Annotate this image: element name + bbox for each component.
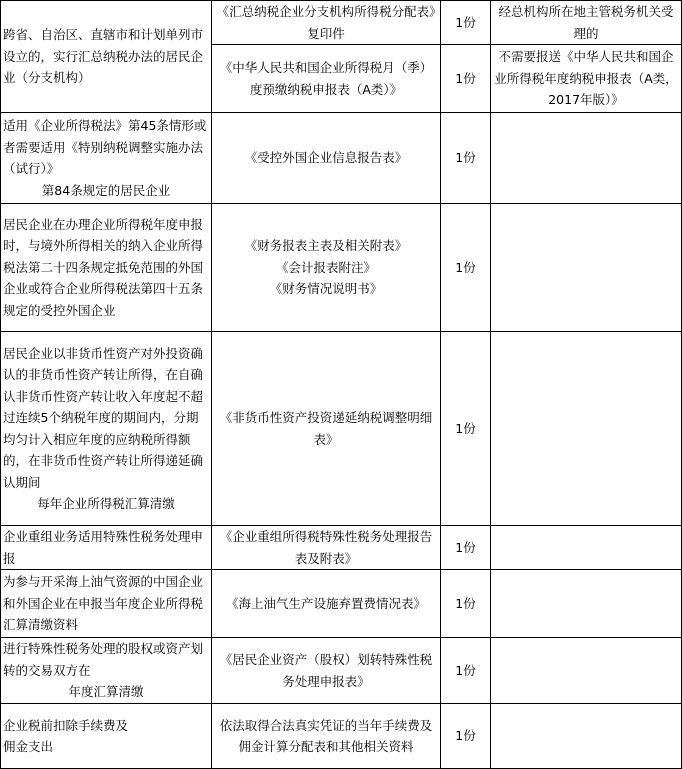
note-cell [491,113,682,204]
material-text: 《受控外国企业信息报告表》 [244,150,408,166]
condition-text: 企业重组业务适用特殊性税务处理申报 [3,529,204,566]
note-cell [491,45,682,113]
material-cell [212,526,441,570]
material-text: 依法取得合法真实凭证的当年手续费及佣金计算分配表和其他相关资料 [219,717,433,754]
table-row [1,113,682,204]
condition-text: 适用《企业所得税法》第45条情形或者需要适用《特别纳税调整实施办法（试行）》 [3,118,207,176]
condition-cell [1,332,212,526]
count-cell: 1份 [441,204,491,332]
note-cell [491,570,682,638]
condition-text: 居民企业在办理企业所得税年度申报时，与境外所得相关的纳入企业所得税法第二十四条规定抵免范围的外国企业或符合企业所得税法第四十五条规定的受控外国企业 [3,216,204,318]
condition-cell [1,204,212,332]
note-text: 经总机构所在地主管税务机关受理的 [498,4,674,41]
count-cell: 1份 [441,570,491,638]
condition-text: 第84条规定的居民企业 [41,182,171,198]
condition-text: 每年企业所得税汇算清缴 [37,496,175,511]
condition-text: 佣金支出 [3,739,54,754]
condition-text: 年度汇算清缴 [68,684,144,700]
material-cell [212,113,441,204]
material-cell [212,638,441,704]
material-text: 《汇总纳税企业分支机构所得税分配表》复印件 [216,4,436,41]
note-cell [491,332,682,526]
condition-cell [1,1,212,113]
condition-cell [1,113,212,204]
material-cell [212,204,441,332]
material-text: 《海上油气生产设施弃置费情况表》 [225,595,426,611]
note-cell [491,704,682,769]
condition-text: 企业税前扣除手续费及 [3,717,129,733]
material-text: 《居民企业资产（股权）划转特殊性税务处理申报表》 [219,652,433,689]
material-text: 《财务报表主表及相关附表》 [244,238,408,254]
note-text: 不需要报送《中华人民共和国企业所得税年度纳税申报表（A类，2017年版）》 [494,49,678,108]
table-row [1,1,682,45]
material-cell [212,332,441,526]
note-cell [491,1,682,45]
condition-text: 跨省、自治区、直辖市和计划单列市设立的，实行汇总纳税办法的居民企业（分支机构） [3,27,204,86]
material-text: 《会计报表附注》 [275,259,376,275]
table-row [1,332,682,526]
count-cell: 1份 [441,638,491,704]
note-cell [491,526,682,570]
condition-cell [1,704,212,769]
count-cell: 1份 [441,113,491,204]
table-row [1,526,682,570]
note-cell [491,204,682,332]
material-cell [212,1,441,45]
count-cell: 1份 [441,1,491,45]
condition-cell [1,638,212,704]
material-text: 《非货币性资产投资递延纳税调整明细表》 [219,410,433,447]
material-text: 《中华人民共和国企业所得税月（季）度预缴纳税申报表（A类）》 [219,60,433,97]
note-cell [491,638,682,704]
material-text: 《财务情况说明书》 [269,281,383,297]
condition-cell [1,526,212,570]
material-cell [212,45,441,113]
table-row [1,570,682,638]
material-text: 《企业重组所得税特殊性税务处理报告表及附表》 [219,529,433,566]
table-row [1,204,682,332]
table-row [1,704,682,769]
count-cell: 1份 [441,704,491,769]
material-cell [212,704,441,769]
condition-cell [1,570,212,638]
table-row [1,638,682,704]
count-cell: 1份 [441,526,491,570]
count-cell: 1份 [441,45,491,113]
count-cell: 1份 [441,332,491,526]
condition-text: 居民企业以非货币性资产对外投资确认的非货币性资产转让所得，在自确认非货币性资产转让收入年度起不超过连续5个纳税年度的期间内，分期均匀计入相应年度的应纳税所得额的，在非货币性资产转让所得递延确认期间 [3,345,204,490]
condition-text: 为参与开采海上油气资源的中国企业和外国企业在申报当年度企业所得税汇算清缴资料 [3,574,204,633]
material-cell [212,570,441,638]
condition-text: 进行特殊性税务处理的股权或资产划转的交易双方在 [3,641,204,678]
